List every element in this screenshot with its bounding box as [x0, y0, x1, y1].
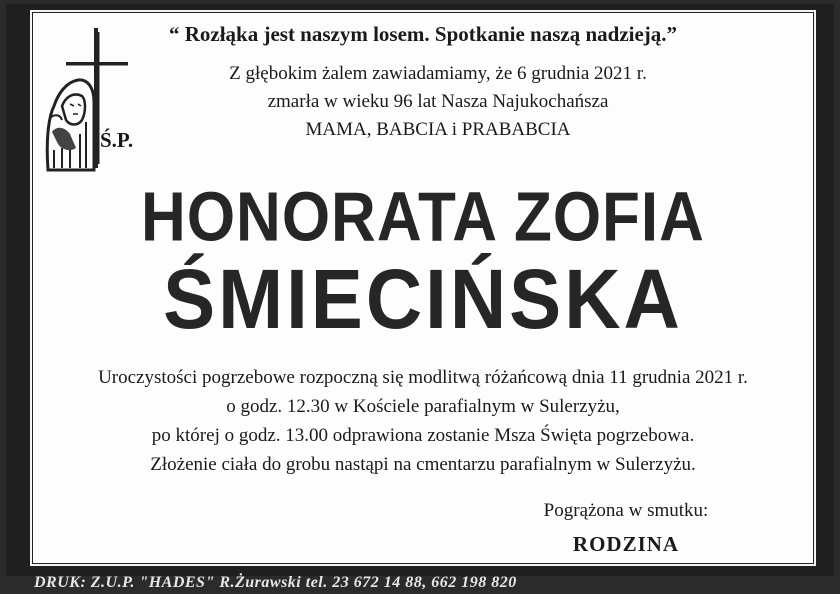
funeral-line: o godz. 12.30 w Kościele parafialnym w Sulerzyżu,	[226, 396, 620, 417]
obituary-notice	[30, 10, 816, 566]
funeral-line: po której o godz. 13.00 odprawiona zostanie Msza Święta pogrzebowa.	[151, 425, 695, 446]
death-announcement	[118, 60, 758, 144]
sp-label: Ś.P.	[100, 128, 134, 152]
mourning-label: Pogrążona w smutku:	[543, 500, 709, 521]
family-signature: RODZINA	[572, 532, 680, 556]
announcement-line: MAMA, BABCIA i PRABABCIA	[305, 119, 571, 140]
funeral-line: Złożenie ciała do grobu nastąpi na cmentarzu parafialnym w Sulerzyżu.	[150, 454, 696, 475]
announcement-line: Z głębokim żalem zawiadamiamy, że 6 grudnia 2021 r.	[229, 63, 647, 84]
announcement-line: zmarła w wieku 96 lat Nasza Najukochańsza	[267, 91, 609, 112]
printer-footer: DRUK: Z.U.P. "HADES" R.Żurawski tel. 23 672 14 88, 662 198 820	[34, 574, 517, 591]
deceased-first-names: HONORATA ZOFIA	[141, 179, 705, 257]
funeral-details	[50, 363, 796, 479]
funeral-line: Uroczystości pogrzebowe rozpoczną się modlitwą różańcową dnia 11 grudnia 2021 r.	[98, 367, 748, 388]
motto-quote: “ Rozłąka jest naszym losem. Spotkanie naszą nadzieją.”	[168, 22, 678, 46]
deceased-surname: ŚMIECIŃSKA	[163, 251, 683, 347]
